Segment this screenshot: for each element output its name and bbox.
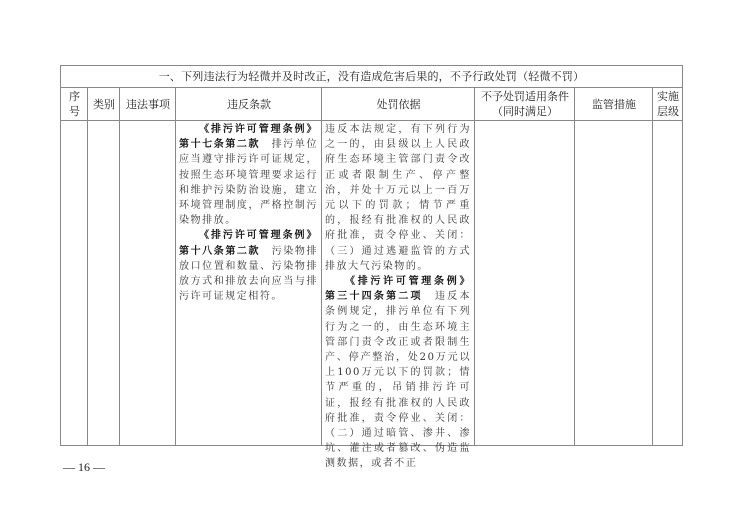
column-divider bbox=[574, 88, 575, 445]
column-divider bbox=[119, 88, 120, 445]
column-divider bbox=[652, 88, 653, 445]
header-category: 类别 bbox=[93, 97, 115, 111]
header-level bbox=[653, 88, 683, 120]
header-seq bbox=[61, 88, 88, 120]
header-clause: 违反条款 bbox=[227, 97, 271, 111]
basis-cell bbox=[325, 122, 471, 472]
header-basis: 处罚依据 bbox=[376, 97, 421, 111]
header-conditions bbox=[475, 88, 575, 120]
column-divider bbox=[321, 88, 322, 445]
header-supervision: 监管措施 bbox=[592, 97, 636, 111]
basis-ref: 《排污许可管理条例》第三十四条第二项 bbox=[325, 276, 471, 303]
column-divider bbox=[175, 88, 176, 445]
table-header-row bbox=[61, 88, 682, 121]
page-number: — 16 — bbox=[63, 460, 105, 474]
basis-paragraph bbox=[325, 122, 471, 274]
table-title: 一、下列违法行为轻微并及时改正，没有造成危害后果的，不予行政处罚（轻微不罚） bbox=[61, 66, 682, 88]
header-violation: 违法事项 bbox=[126, 97, 170, 111]
clause-text: 污染物排放口位置和数量、污染物排放方式和排放去向应当与排污许可证规定相符。 bbox=[179, 245, 319, 303]
clause-text: 排污单位应当遵守排污许可证规定，按照生态环境管理要求运行和维护污染防治设施，建立环境管理制度，严格控制污染物排放。 bbox=[179, 139, 319, 227]
clause-ref: 《排污许可管理条例》第十八条第二款 bbox=[179, 230, 318, 257]
basis-text: 违反本法规定，有下列行为之一的，由县级以上人民政府生态环境主管部门责令改正或者限制生产、停产整治，并处十万元以上一百万元以下的罚款；情节严重的，报经有批准权的人民政府批准，责令停业、关闭：（三）通过逃避监管的方式排放大气污染物的。 bbox=[325, 124, 471, 272]
clause-cell bbox=[179, 122, 318, 304]
column-divider bbox=[474, 88, 475, 445]
header-level-label: 实施层级 bbox=[657, 90, 679, 118]
clause-paragraph bbox=[179, 228, 318, 304]
clause-ref: 《排污许可管理条例》第十七条第二款 bbox=[179, 124, 318, 151]
header-conditions-line2: （同时满足） bbox=[492, 105, 558, 118]
basis-text: 违反本条例规定，排污单位有下列行为之一的，由生态环境主管部门责令改正或者限制生产、停产整治，处20万元以上100万元以下的罚款；情节严重的，吊销排污许可证，报经有批准权的人民政府批准，责令停业、关闭：（二）通过暗管、渗井、渗坑、灌注或者篡改、伪造监测数据，或者不正 bbox=[325, 291, 471, 470]
column-divider bbox=[87, 88, 88, 445]
clause-paragraph bbox=[179, 122, 318, 228]
header-conditions-line1: 不予处罚适用条件 bbox=[481, 90, 569, 103]
basis-paragraph bbox=[325, 274, 471, 472]
header-seq-label: 序号 bbox=[69, 90, 80, 118]
